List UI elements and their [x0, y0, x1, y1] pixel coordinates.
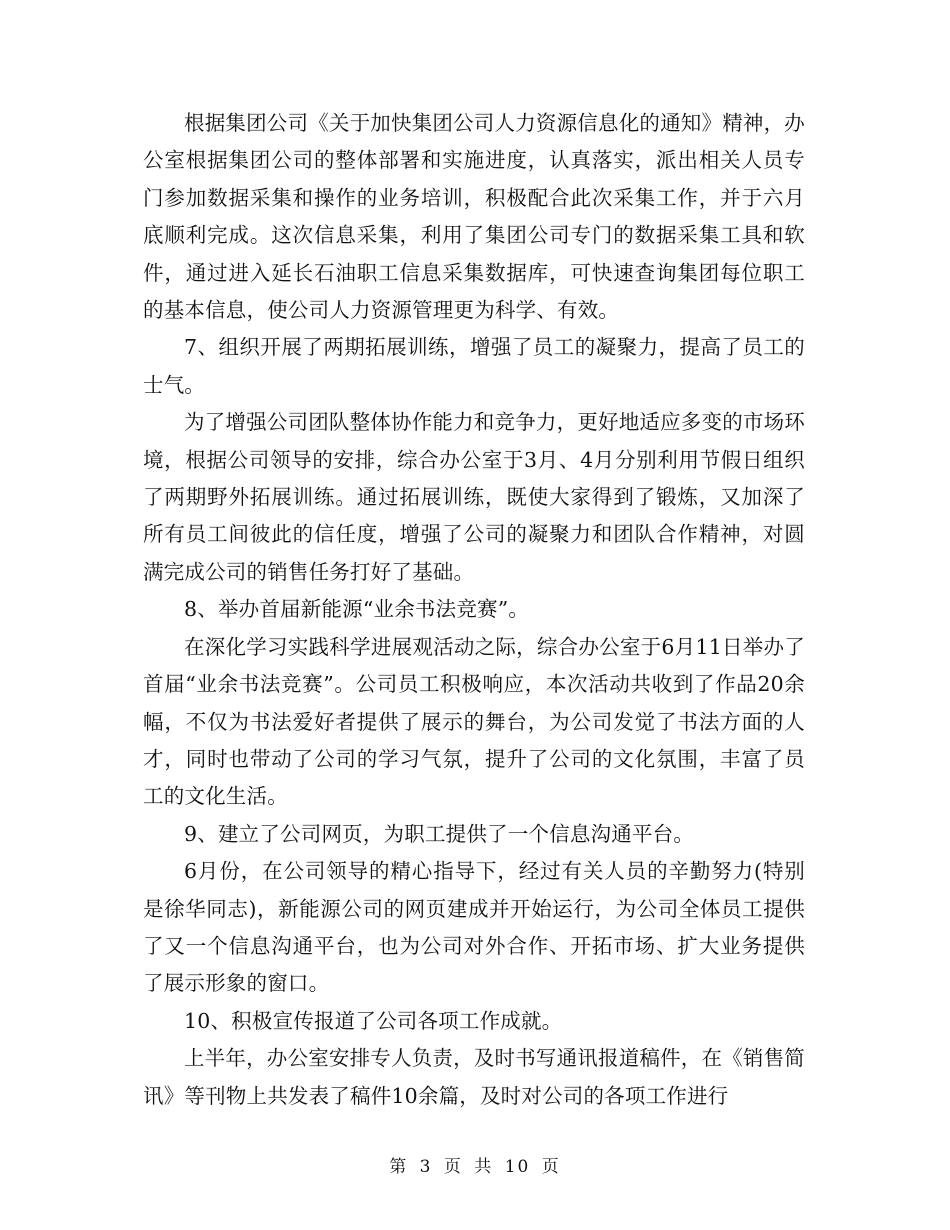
heading-item-8: 8、举办首届新能源“业余书法竞赛”。 — [184, 597, 530, 622]
paragraph-publicity-reports: 上半年，办公室安排专人负责，及时书写通讯报道稿件，在《销售简讯》等刊物上共发表了稿件10余篇，及时对公司的各项工作进行 — [143, 1046, 805, 1108]
paragraph-calligraphy-contest: 在深化学习实践科学进展观活动之际，综合办公室于6月11日举办了首届“业余书法竞赛”。公司员工积极响应，本次活动共收到了作品20余幅，不仅为书法爱好者提供了展示的舞台，为公司发觉了书法方面的人才，同时也带动了公司的学习气氛，提升了公司的文化氛围，丰富了员工的文化生活。 — [143, 634, 805, 809]
heading-item-9: 9、建立了公司网页，为职工提供了一个信息沟通平台。 — [184, 821, 695, 846]
paragraph-hr-info-collection: 根据集团公司《关于加快集团公司人力资源信息化的通知》精神，办公室根据集团公司的整体部署和实施进度，认真落实，派出相关人员专门参加数据采集和操作的业务培训，积极配合此次采集工作，并于六月底顺利完成。这次信息采集，利用了集团公司专门的数据采集工具和软件，通过进入延长石油职工信息采集数据库，可快速查询集团每位职工的基本信息，使公司人力资源管理更为科学、有效。 — [143, 111, 805, 323]
document-body — [143, 105, 805, 1115]
paragraph-company-website: 6月份，在公司领导的精心指导下，经过有关人员的辛勤努力(特别是徐华同志)，新能源公司的网页建成并开始运行，为公司全体员工提供了又一个信息沟通平台，也为公司对外合作、开拓市场、扩大业务提供了展示形象的窗口。 — [143, 859, 805, 996]
heading-item-7: 7、组织开展了两期拓展训练，增强了员工的凝聚力，提高了员工的士气。 — [143, 335, 805, 397]
page-number-footer: 第 3 页 共 10 页 — [389, 1157, 561, 1177]
heading-item-10: 10、积极宣传报道了公司各项工作成就。 — [184, 1008, 563, 1033]
paragraph-expansion-training: 为了增强公司团队整体协作能力和竞争力，更好地适应多变的市场环境，根据公司领导的安排，综合办公室于3月、4月分别利用节假日组织了两期野外拓展训练。通过拓展训练，既使大家得到了锻炼，又加深了所有员工间彼此的信任度，增强了公司的凝聚力和团队合作精神，对圆满完成公司的销售任务打好了基础。 — [143, 410, 805, 584]
